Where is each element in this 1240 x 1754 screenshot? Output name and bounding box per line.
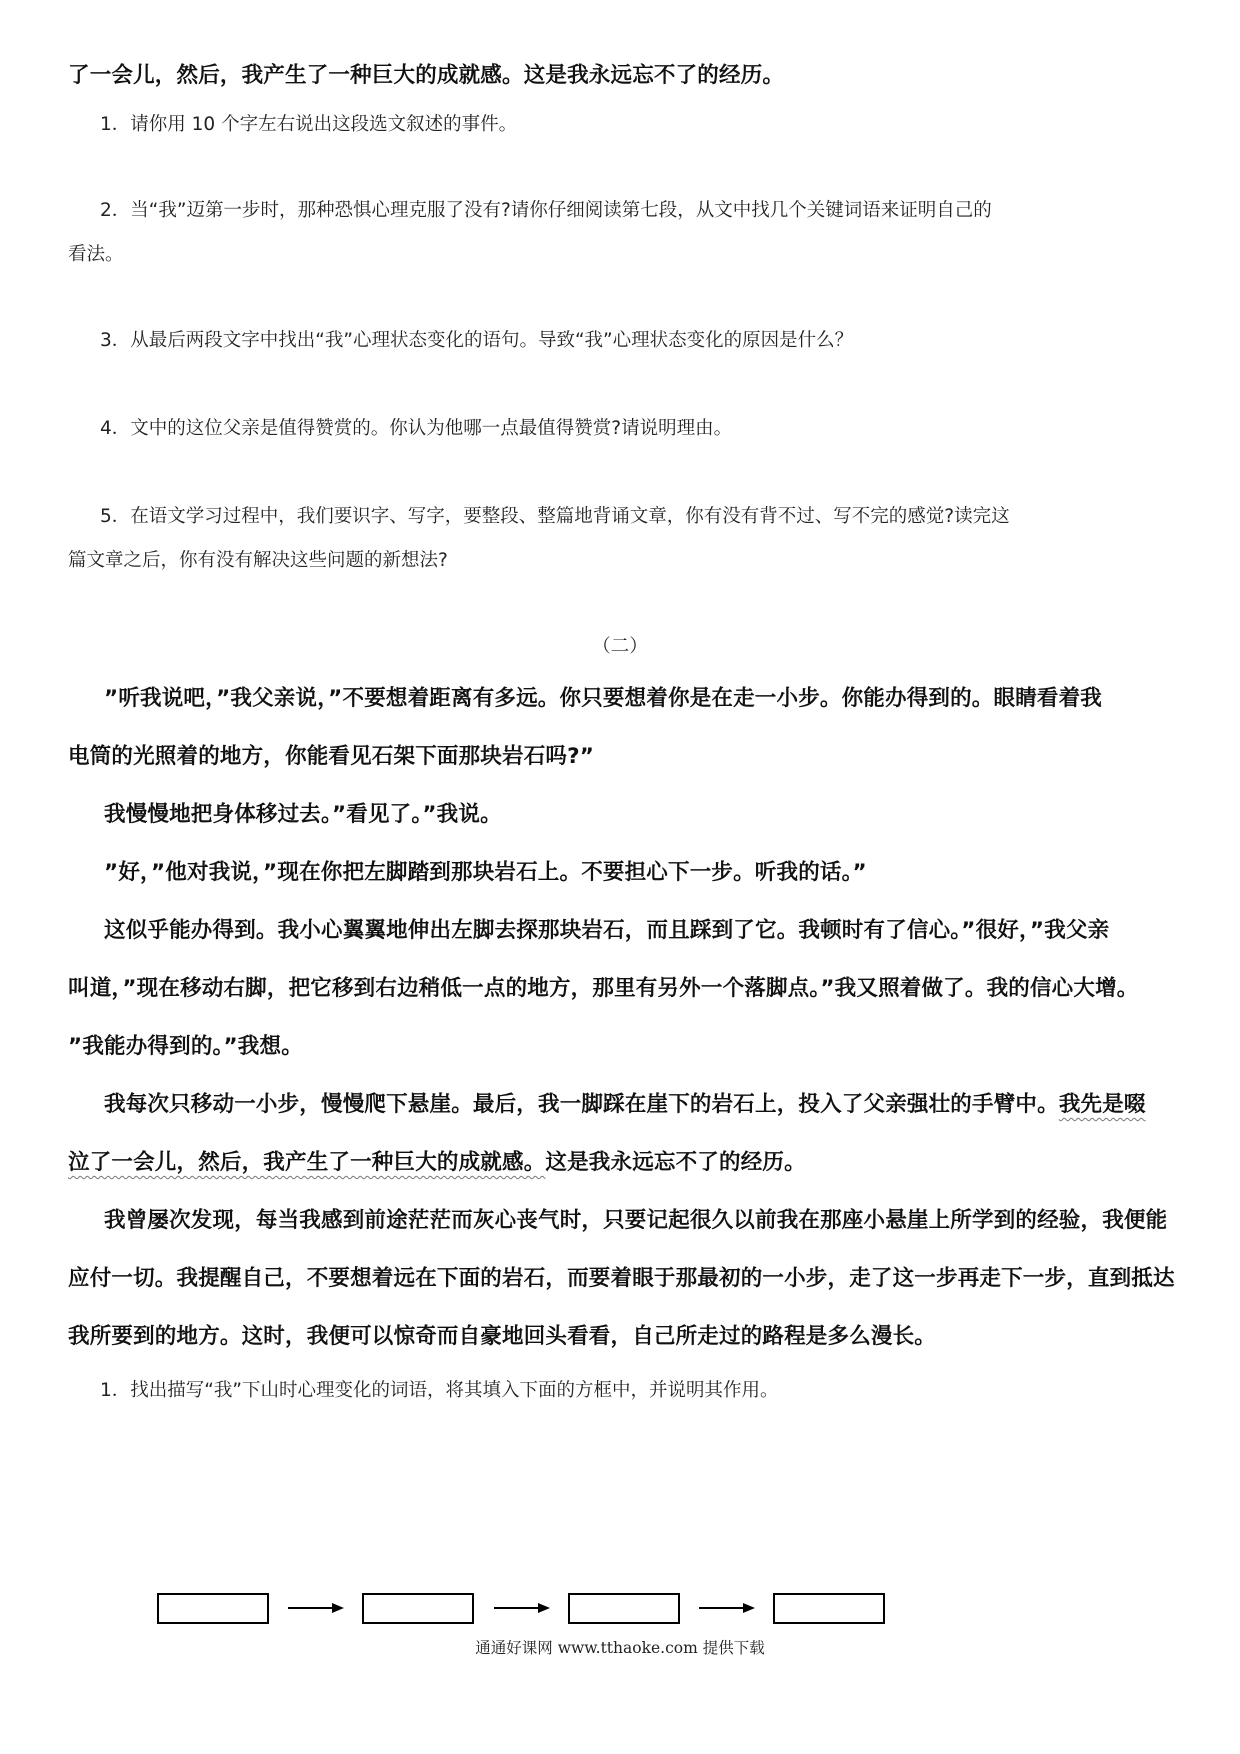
arrow-right-icon — [699, 1603, 755, 1613]
answer-box-3[interactable] — [568, 1593, 680, 1624]
paragraph-5-line-2 — [68, 1152, 806, 1174]
text-line: 了一会儿，然后，我产生了一种巨大的成就感。这是我永远忘不了的经历。 — [68, 63, 785, 88]
paragraph-4-line-1: 这似乎能办得到。我小心翼翼地伸出左脚去探那块岩石，而且踩到了它。我顿时有了信心。”很好，”我父亲 — [104, 918, 1110, 943]
paragraph-6-line-2: 应付一切。我提醒自己，不要想着远在下面的岩石，而要着眼于那最初的一小步，走了这一步再走下一步，直到抵达 — [68, 1266, 1175, 1291]
answer-box-2[interactable] — [362, 1593, 474, 1624]
page-footer: 通通好课网 www.tthaoke.com 提供下载 — [475, 1639, 765, 1657]
section-2-question-1: 1．找出描写“我”下山时心理变化的词语，将其填入下面的方框中，并说明其作用。 — [100, 1380, 779, 1401]
paragraph-4-line-2: 叫道，”现在移动右脚，把它移到右边稍低一点的地方，那里有另外一个落脚点。”我又照着做了。我的信心大增。 — [68, 976, 1139, 1001]
paragraph-2: 我慢慢地把身体移过去。”看见了。”我说。 — [104, 802, 502, 827]
answer-box-4[interactable] — [773, 1593, 885, 1624]
paragraph-6-line-1: 我曾屡次发现，每当我感到前途茫茫而灰心丧气时，只要记起很久以前我在那座小悬崖上所学到的经验，我便能 — [104, 1208, 1168, 1233]
question-3: 3．从最后两段文字中找出“我”心理状态变化的语句。导致“我”心理状态变化的原因是什么？ — [100, 330, 854, 351]
paragraph-5-line-1 — [104, 1094, 1146, 1116]
paragraph-1-line-1: ”听我说吧，”我父亲说，”不要想着距离有多远。你只要想着你是在走一小步。你能办得到的。眼睛看着我 — [104, 686, 1102, 711]
answer-box-1[interactable] — [157, 1593, 269, 1624]
paragraph-6-line-3: 我所要到的地方。这时，我便可以惊奇而自豪地回头看看，自己所走过的路程是多么漫长。 — [68, 1324, 937, 1349]
question-1: 1．请你用 10 个字左右说出这段选文叙述的事件。 — [100, 114, 518, 135]
question-2-line-1: 2．当“我”迈第一步时，那种恐惧心理克服了没有?请你仔细阅读第七段，从文中找几个关键词语来证明自己的 — [100, 200, 992, 221]
paragraph-5-text: 我每次只移动一小步，慢慢爬下悬崖。最后，我一脚踩在崖下的岩石上，投入了父亲强壮的手臂中。 — [104, 1092, 1059, 1117]
arrow-right-icon — [288, 1603, 344, 1613]
arrow-right-icon — [494, 1603, 550, 1613]
paragraph-3: ”好，”他对我说，”现在你把左脚踏到那块岩石上。不要担心下一步。听我的话。” — [104, 860, 867, 885]
question-2-line-2: 看法。 — [68, 244, 124, 265]
paragraph-5-underlined: 泣了一会儿，然后，我产生了一种巨大的成就感。 — [68, 1150, 546, 1175]
paragraph-1-line-2: 电筒的光照着的地方，你能看见石架下面那块岩石吗?” — [68, 744, 595, 769]
section-heading: （二） — [592, 636, 648, 657]
question-5-line-1: 5．在语文学习过程中，我们要识字、写字，要整段、整篇地背诵文章，你有没有背不过、写不完的感觉?读完这 — [100, 506, 1010, 527]
question-5-line-2: 篇文章之后，你有没有解决这些问题的新想法? — [68, 550, 448, 571]
paragraph-4-line-3: ”我能办得到的。”我想。 — [68, 1034, 303, 1059]
question-4: 4．文中的这位父亲是值得赞赏的。你认为他哪一点最值得赞赏?请说明理由。 — [100, 418, 733, 439]
paragraph-5-text: 这是我永远忘不了的经历。 — [545, 1150, 806, 1175]
paragraph-5-underlined: 我先是啜 — [1058, 1092, 1146, 1117]
